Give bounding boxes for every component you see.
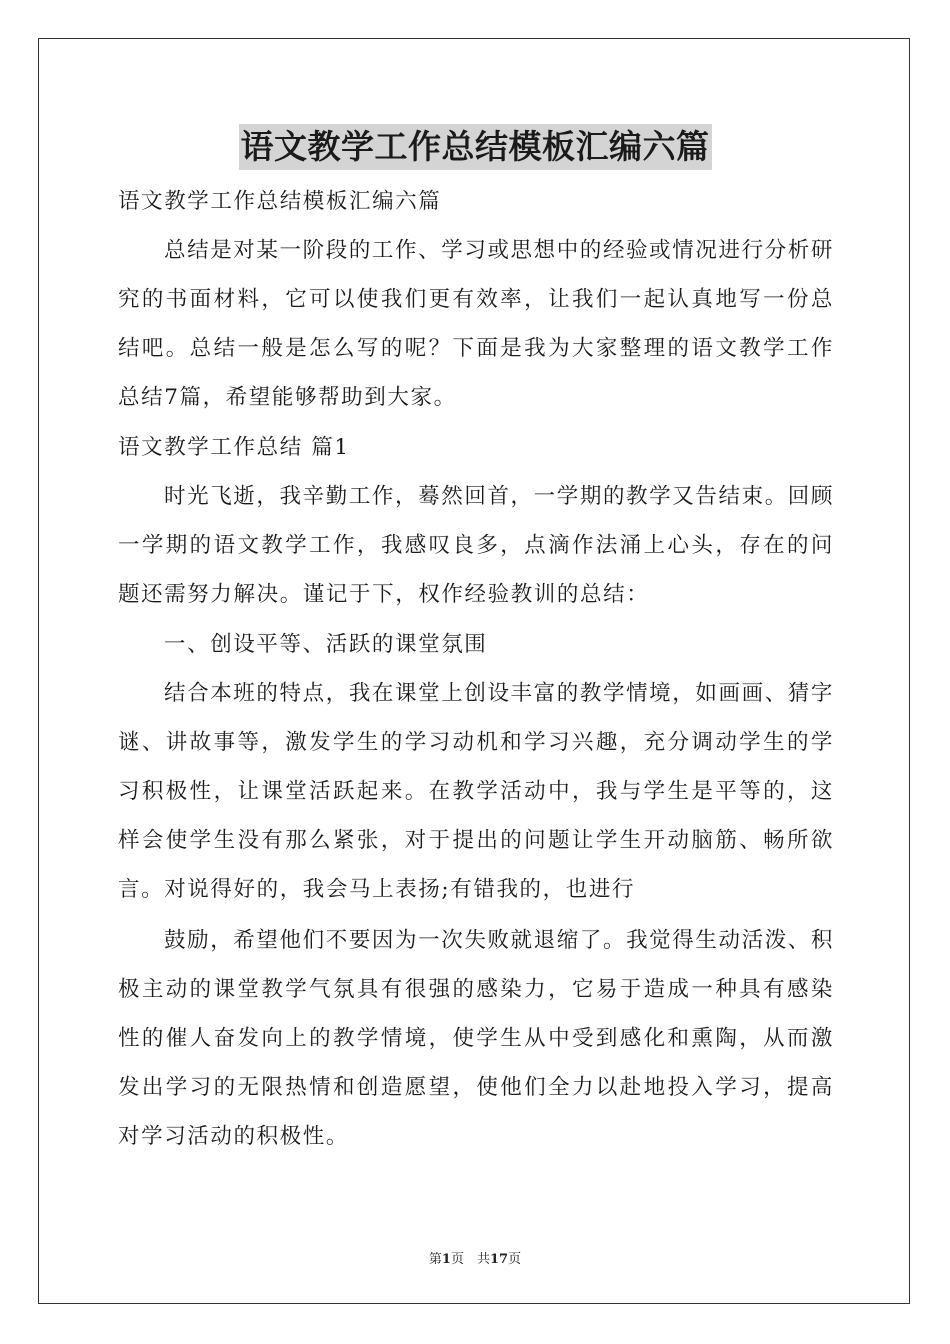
subtitle-paragraph: 语文教学工作总结模板汇编六篇 <box>118 189 442 214</box>
footer-mid: 页 共 <box>450 1252 490 1267</box>
body-paragraph: 鼓励，希望他们不要因为一次失败就退缩了。我觉得生动活泼、积极主动的课堂教学气氛具有很强的感染力，它易于造成一种具有感染性的催人奋发向上的教学情境，使学生从中受到感化和熏陶，从而激发出学习的无限热情和创造愿望，使他们全力以赴地投入学习，提高对学习活动的积极性。 <box>118 928 834 1149</box>
body-paragraph: 结合本班的特点，我在课堂上创设丰富的教学情境，如画画、猜字谜、讲故事等，激发学生的学习动机和学习兴趣，充分调动学生的学习积极性，让课堂活跃起来。在教学活动中，我与学生是平等的，这样会使学生没有那么紧张，对于提出的问题让学生开动脑筋、畅所欲言。对说得好的，我会马上表扬;有错我的，也进行 <box>118 681 834 902</box>
footer-suffix: 页 <box>508 1252 522 1267</box>
section-heading: 语文教学工作总结 篇1 <box>118 435 350 460</box>
footer-total-pages: 17 <box>489 1252 509 1267</box>
footer-page-number: 1 <box>441 1252 451 1267</box>
document-title <box>0 124 950 170</box>
subsection-heading: 一、创设平等、活跃的课堂氛围 <box>164 632 488 657</box>
footer-prefix: 第 <box>428 1252 442 1267</box>
document-title-text: 语文教学工作总结模板汇编六篇 <box>239 124 712 170</box>
page-footer <box>0 1248 950 1267</box>
intro-paragraph: 总结是对某一阶段的工作、学习或思想中的经验或情况进行分析研究的书面材料，它可以使我们更有效率，让我们一起认真地写一份总结吧。总结一般是怎么写的呢？下面是我为大家整理的语文教学工作总结7篇，希望能够帮助到大家。 <box>118 238 834 410</box>
body-paragraph: 时光飞逝，我辛勤工作，蓦然回首，一学期的教学又告结束。回顾一学期的语文教学工作，我感叹良多，点滴作法涌上心头，存在的问题还需努力解决。谨记于下，权作经验教训的总结： <box>118 484 834 607</box>
